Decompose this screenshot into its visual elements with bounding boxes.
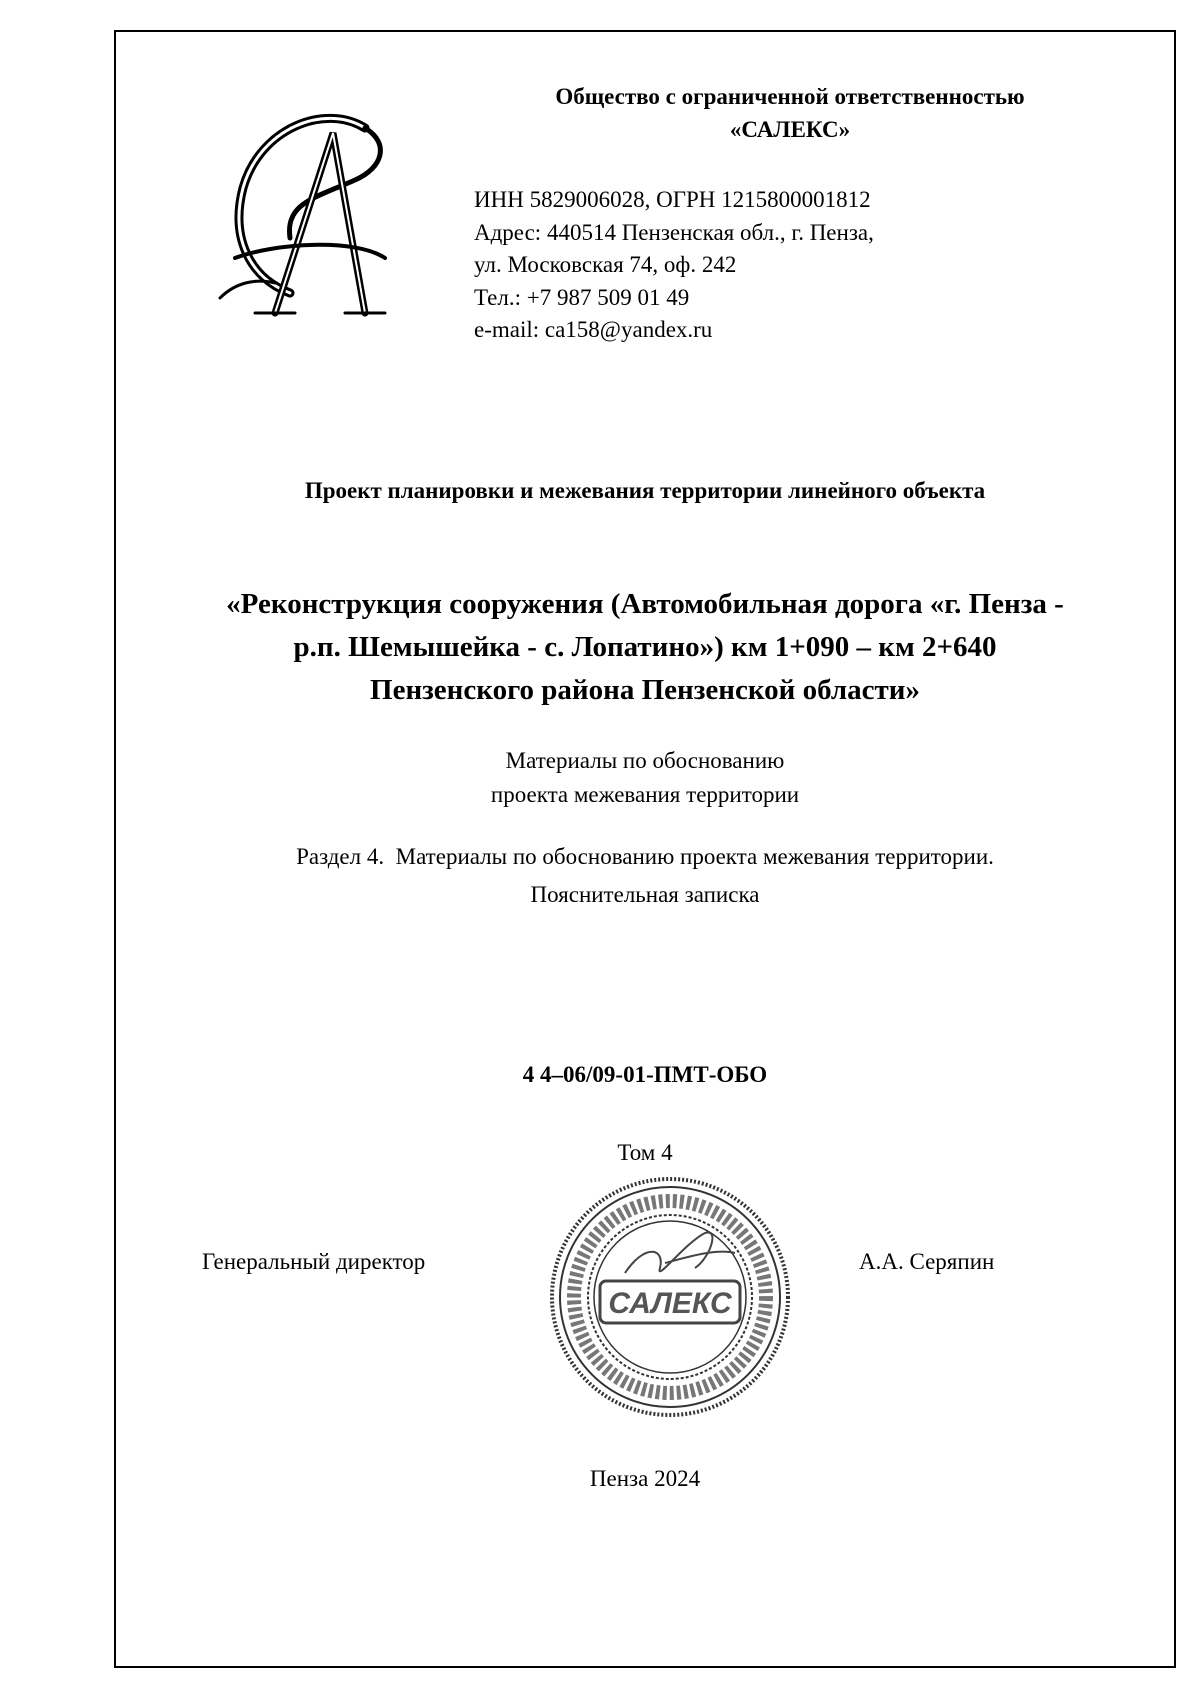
section-line2: Пояснительная записка (530, 882, 760, 907)
signatory-position: Генеральный директор (202, 1249, 426, 1274)
project-title-line1: «Реконструкция сооружения (Автомобильная дорога «г. Пенза - (226, 588, 1064, 620)
section-line1: Раздел 4. Материалы по обоснованию проекта межевания территории. (296, 844, 994, 869)
organization-name (480, 80, 1100, 146)
document-code: 4 4–06/09-01-ПМТ-ОБО (522, 1062, 768, 1087)
email: e-mail: ca158@yandex.ru (474, 317, 713, 342)
city-year: Пенза 2024 (589, 1466, 701, 1491)
signatory-name: А.А. Серяпин (859, 1249, 995, 1274)
materials-heading (114, 744, 1176, 812)
project-title-line2: р.п. Шемышейка - с. Лопатино») км 1+090 – км 2+640 (293, 631, 997, 663)
company-seal-stamp-icon (545, 1173, 795, 1421)
materials-line2: проекта межевания территории (490, 782, 800, 807)
project-title-line3: Пензенского района Пензенской области» (370, 674, 920, 706)
monogram-sa-logo-icon (215, 108, 405, 318)
address-line2: ул. Московская 74, оф. 242 (474, 252, 737, 277)
inn-ogrn: ИНН 5829006028, ОГРН 1215800001812 (474, 187, 871, 212)
volume-number: Том 4 (617, 1140, 673, 1165)
organization-details (474, 184, 1074, 347)
address-line1: Адрес: 440514 Пензенская обл., г. Пенза, (474, 219, 874, 245)
project-title (114, 583, 1176, 712)
phone: Тел.: +7 987 509 01 49 (474, 284, 690, 310)
materials-line1: Материалы по обоснованию (505, 748, 785, 773)
organization-name-line1: Общество с ограниченной ответственностью (555, 84, 1025, 109)
project-type: Проект планировки и межевания территории линейного объекта (304, 478, 986, 503)
organization-name-line2: «САЛЕКС» (729, 117, 851, 142)
section-heading (114, 838, 1176, 914)
stamp-center-text: САЛЕКС (608, 1287, 732, 1320)
